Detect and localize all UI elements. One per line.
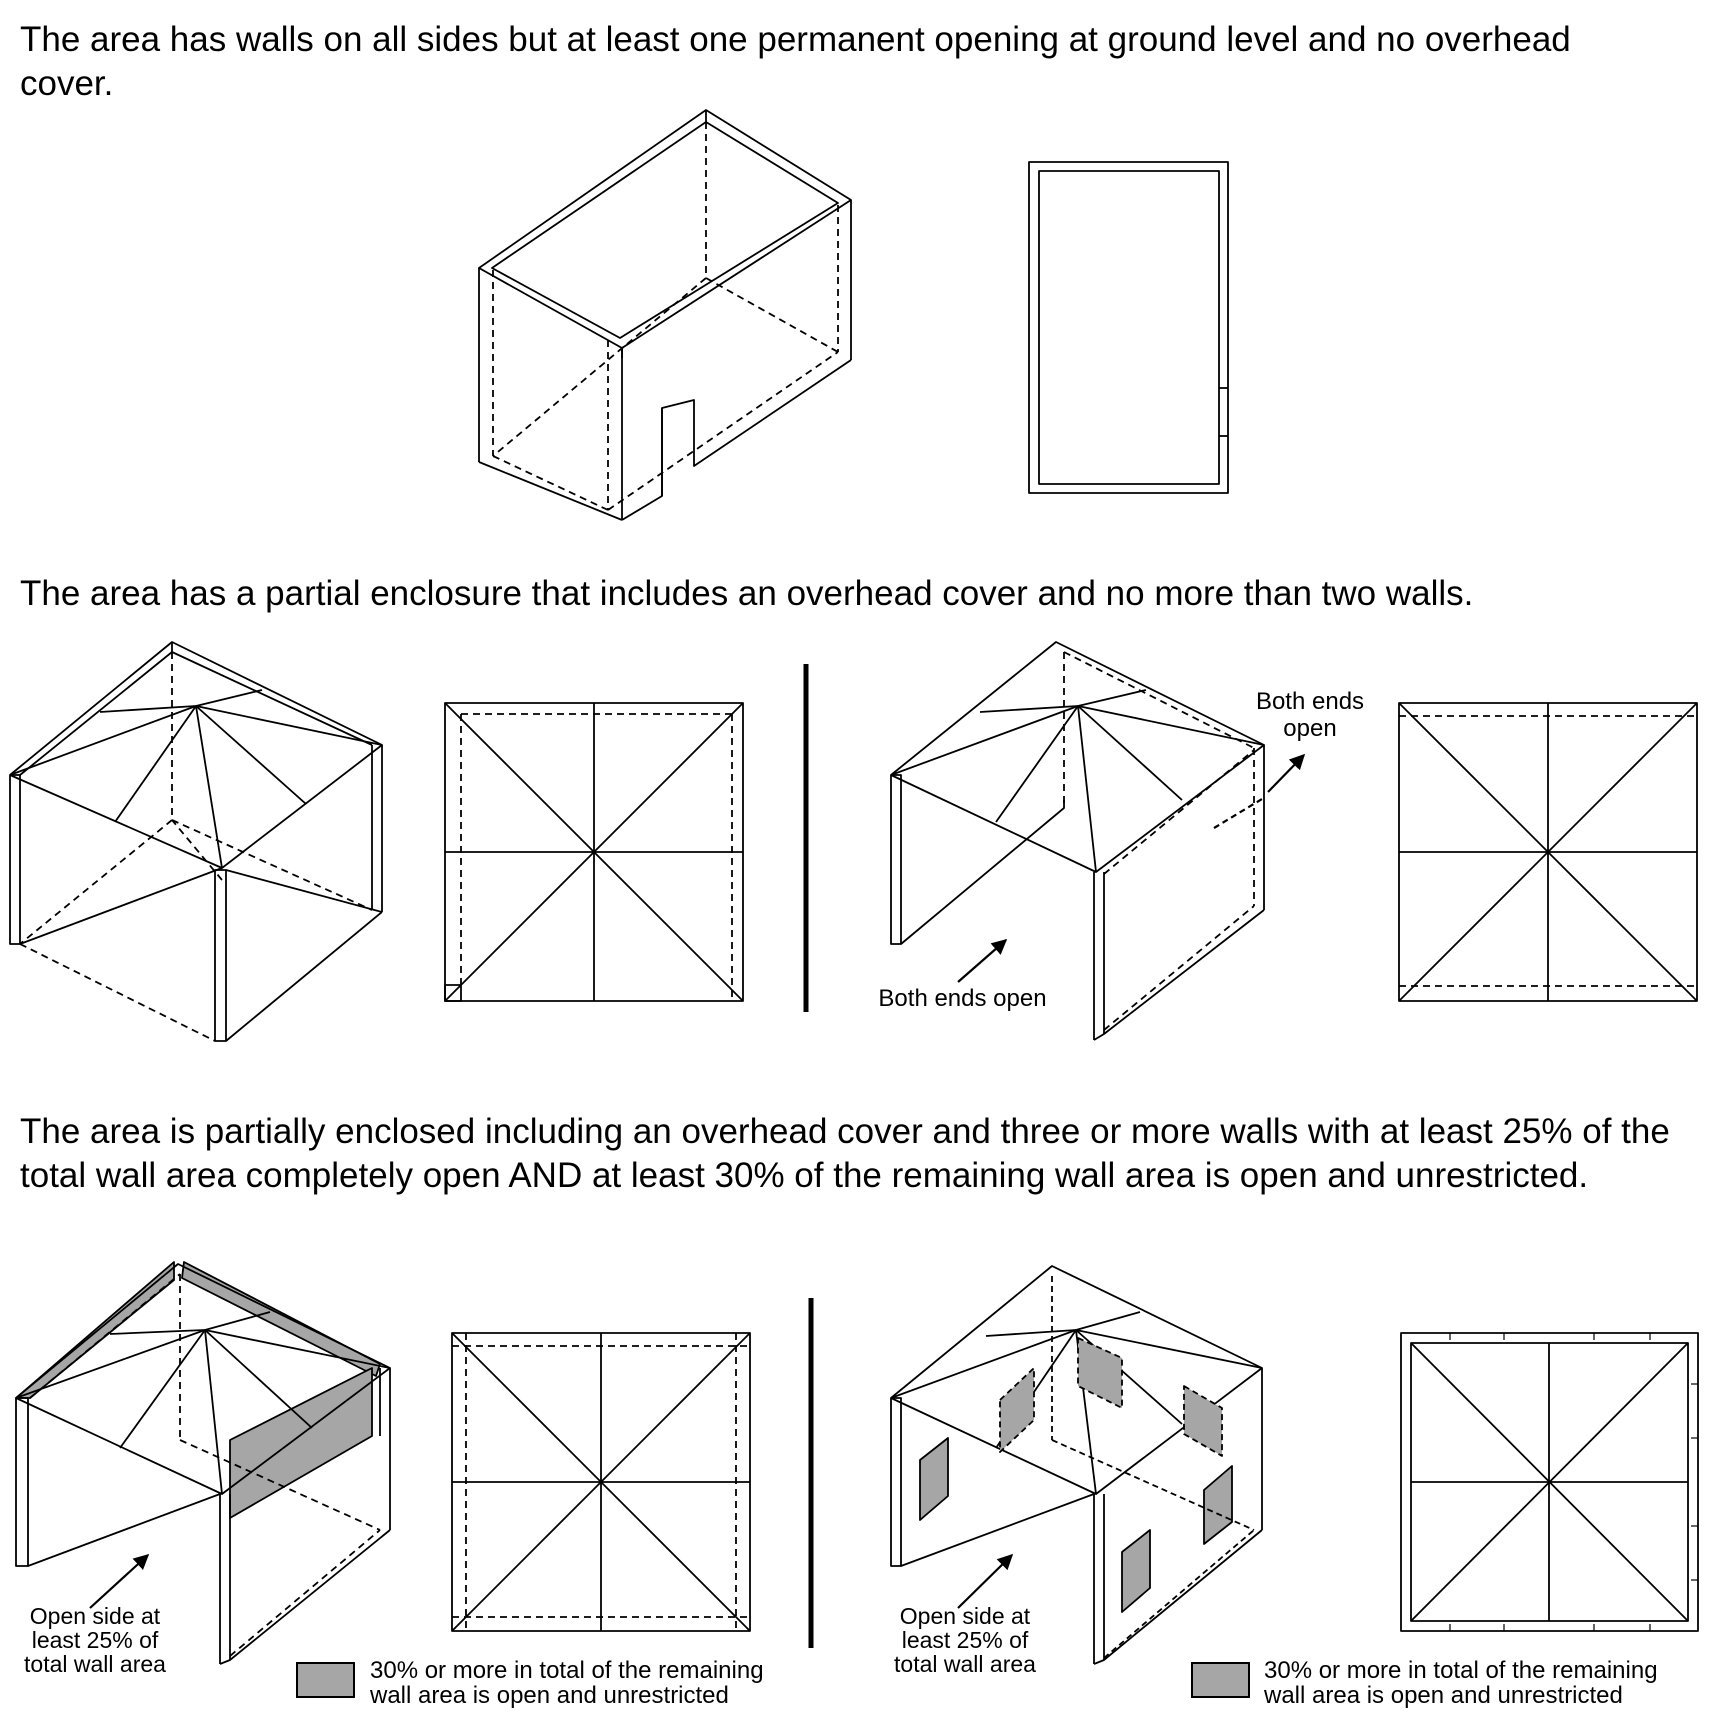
legend-swatch-left <box>296 1662 355 1698</box>
walled-enclosure-isometric <box>479 110 851 520</box>
section-1-heading: The area has walls on all sides but at least one permanent opening at ground level and no overhead cover. <box>20 20 1571 103</box>
both-ends-open-label-top: Both ends open <box>1255 688 1365 742</box>
legend-text-left: 30% or more in total of the remaining wall area is open and unrestricted <box>370 1657 764 1709</box>
legend-text-right: 30% or more in total of the remaining wall area is open and unrestricted <box>1264 1657 1658 1709</box>
section-2-heading: The area has a partial enclosure that includes an overhead cover and no more than two walls. <box>20 574 1474 613</box>
open-side-label-left: Open side at least 25% of total wall area <box>24 1603 166 1677</box>
partial-enclosure-shaded-plan <box>452 1333 750 1631</box>
walled-enclosure-plan <box>1029 162 1228 493</box>
both-ends-open-label-bottom: Both ends open <box>878 985 1047 1012</box>
legend-swatch-right <box>1191 1662 1250 1698</box>
canopy-two-walls-plan <box>445 703 743 1001</box>
open-side-label-right: Open side at least 25% of total wall area <box>894 1603 1036 1677</box>
canopy-open-ends-plan <box>1399 703 1697 1001</box>
section-3-heading: The area is partially enclosed including an overhead cover and three or more walls with at least 25% of the total wall area completely open AND at least 30% of the remaining wall area is open and unrestricted. <box>20 1112 1670 1195</box>
partial-enclosure-windows-plan <box>1401 1333 1698 1631</box>
canopy-two-walls-isometric <box>10 642 382 1041</box>
